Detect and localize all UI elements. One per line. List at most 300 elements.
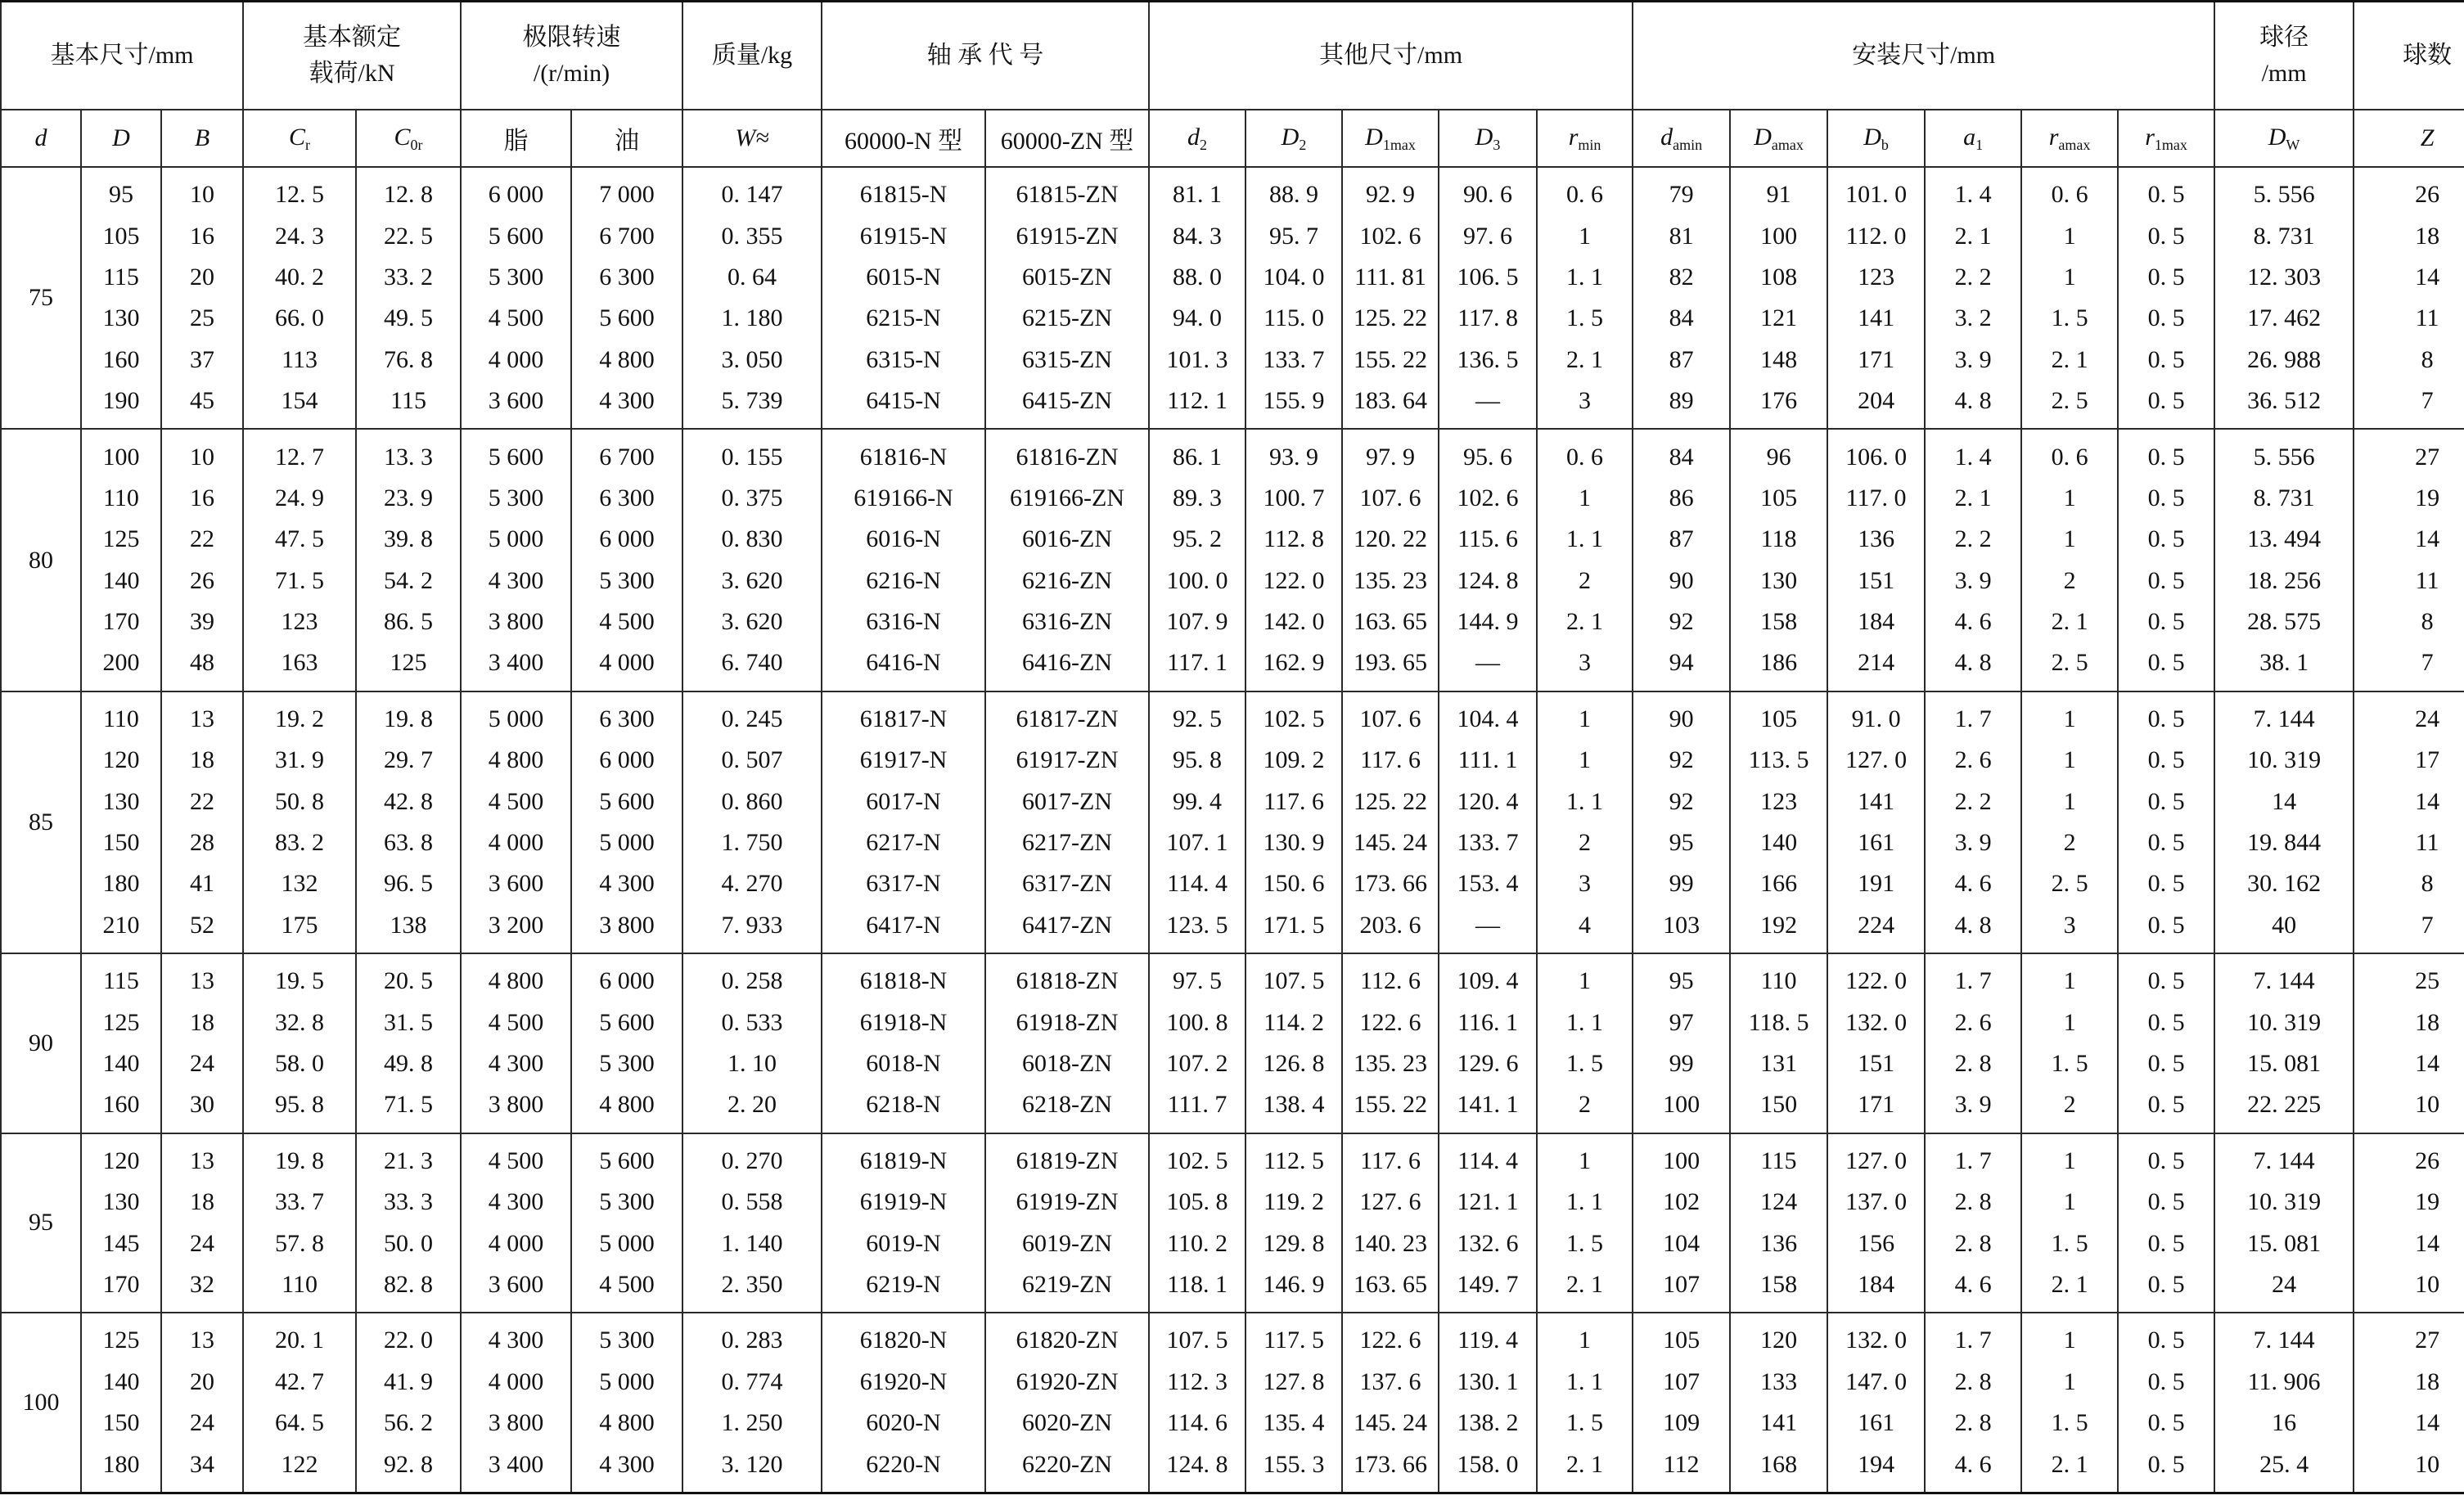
table-cell: 22. 0 xyxy=(356,1313,461,1361)
table-cell: 3 800 xyxy=(461,601,571,642)
table-cell: 110 xyxy=(81,691,161,740)
table-cell: 14 xyxy=(2354,1403,2464,1444)
table-cell: 54. 2 xyxy=(356,561,461,601)
table-cell: 1. 750 xyxy=(682,822,822,863)
table-cell: 3. 120 xyxy=(682,1444,822,1493)
table-cell: 63. 8 xyxy=(356,822,461,863)
table-cell: 1. 5 xyxy=(1537,298,1633,339)
table-cell: 110. 2 xyxy=(1149,1223,1246,1264)
table-cell: 102 xyxy=(1633,1182,1730,1223)
table-cell: 161 xyxy=(1827,822,1925,863)
table-cell: 20 xyxy=(161,1362,243,1403)
table-cell: 7. 933 xyxy=(682,905,822,953)
table-cell: 175 xyxy=(243,905,356,953)
table-cell: 173. 66 xyxy=(1342,1444,1439,1493)
table-cell: 5 600 xyxy=(461,429,571,477)
table-cell: 112. 0 xyxy=(1827,215,1925,256)
table-row xyxy=(1,863,2464,904)
table-cell: 0. 507 xyxy=(682,740,822,781)
bore-diameter-cell: 80 xyxy=(1,429,81,691)
table-cell: 1. 180 xyxy=(682,298,822,339)
table-cell: 4 000 xyxy=(461,340,571,381)
table-cell: 2. 5 xyxy=(2021,642,2118,691)
table-cell: 61816-N xyxy=(822,429,985,477)
table-cell: 0. 5 xyxy=(2118,167,2214,215)
table-cell: 5 000 xyxy=(461,691,571,740)
table-cell: 0. 5 xyxy=(2118,429,2214,477)
table-cell: 11 xyxy=(2354,822,2464,863)
table-cell: 8 xyxy=(2354,340,2464,381)
header-symbol-13: $D_3$ xyxy=(1439,110,1537,167)
table-cell: 6 700 xyxy=(571,429,682,477)
table-cell: 91 xyxy=(1730,167,1827,215)
table-cell: 122 xyxy=(243,1444,356,1493)
table-cell: 6018-N xyxy=(822,1043,985,1084)
table-cell: 24 xyxy=(161,1223,243,1264)
table-cell: 5 600 xyxy=(571,1133,682,1182)
table-cell: 86. 5 xyxy=(356,601,461,642)
table-cell: 158 xyxy=(1730,601,1827,642)
table-cell: 102. 5 xyxy=(1246,691,1342,740)
table-cell: 1. 7 xyxy=(1925,953,2021,1002)
table-cell: 27 xyxy=(2354,1313,2464,1361)
table-cell: 149. 7 xyxy=(1439,1264,1537,1313)
table-cell: 4. 6 xyxy=(1925,1264,2021,1313)
table-cell: 5 000 xyxy=(571,822,682,863)
table-cell: 25 xyxy=(2354,953,2464,1002)
table-cell: 10 xyxy=(2354,1264,2464,1313)
table-cell: 117. 8 xyxy=(1439,298,1537,339)
table-cell: 7 xyxy=(2354,642,2464,691)
table-cell: 117. 5 xyxy=(1246,1313,1342,1361)
table-cell: 1 xyxy=(1537,478,1633,519)
table-cell: 58. 0 xyxy=(243,1043,356,1084)
table-cell: 619166-N xyxy=(822,478,985,519)
table-cell: 163. 65 xyxy=(1342,601,1439,642)
table-cell: 13. 494 xyxy=(2214,519,2354,560)
table-cell: 61917-N xyxy=(822,740,985,781)
table-cell: 2. 5 xyxy=(2021,863,2118,904)
table-cell: 170 xyxy=(81,1264,161,1313)
table-cell: 107. 5 xyxy=(1149,1313,1246,1361)
table-cell: 122. 6 xyxy=(1342,1313,1439,1361)
table-cell: 111. 1 xyxy=(1439,740,1537,781)
table-cell: 7. 144 xyxy=(2214,1133,2354,1182)
table-cell: 48 xyxy=(161,642,243,691)
table-cell: 154 xyxy=(243,381,356,429)
header-symbol-22: Z xyxy=(2354,110,2464,167)
table-cell: 6019-ZN xyxy=(985,1223,1149,1264)
table-cell: 6315-ZN xyxy=(985,340,1149,381)
table-cell: 41 xyxy=(161,863,243,904)
table-cell: 3 600 xyxy=(461,381,571,429)
table-cell: 4. 8 xyxy=(1925,642,2021,691)
table-cell: 0. 5 xyxy=(2118,561,2214,601)
table-cell: 19 xyxy=(2354,1182,2464,1223)
table-cell: 1 xyxy=(2021,519,2118,560)
header-symbol-21: $D_W$ xyxy=(2214,110,2354,167)
header-symbol-11: $D_2$ xyxy=(1246,110,1342,167)
table-cell: 4 300 xyxy=(571,1444,682,1493)
table-cell: 101. 0 xyxy=(1827,167,1925,215)
table-cell: 2. 8 xyxy=(1925,1362,2021,1403)
table-cell: 28 xyxy=(161,822,243,863)
table-cell: 7. 144 xyxy=(2214,953,2354,1002)
table-cell: 93. 9 xyxy=(1246,429,1342,477)
table-cell: 1. 5 xyxy=(1537,1043,1633,1084)
table-cell: 31. 5 xyxy=(356,1002,461,1043)
table-cell: 100. 0 xyxy=(1149,561,1246,601)
table-cell: 24 xyxy=(161,1043,243,1084)
table-cell: 61818-N xyxy=(822,953,985,1002)
table-cell: 148 xyxy=(1730,340,1827,381)
table-cell: 6015-N xyxy=(822,257,985,298)
table-cell: 0. 5 xyxy=(2118,1084,2214,1133)
table-cell: 138. 2 xyxy=(1439,1403,1537,1444)
table-cell: 57. 8 xyxy=(243,1223,356,1264)
bore-diameter-cell: 90 xyxy=(1,953,81,1133)
table-cell: 4 000 xyxy=(571,642,682,691)
table-cell: 115. 0 xyxy=(1246,298,1342,339)
table-cell: 109 xyxy=(1633,1403,1730,1444)
table-cell: 145 xyxy=(81,1223,161,1264)
table-cell: 1 xyxy=(2021,257,2118,298)
table-row xyxy=(1,822,2464,863)
table-cell: 0. 6 xyxy=(2021,429,2118,477)
table-cell: 13 xyxy=(161,691,243,740)
table-cell: 23. 9 xyxy=(356,478,461,519)
table-cell: 5 300 xyxy=(461,257,571,298)
table-cell: 0. 5 xyxy=(2118,1403,2214,1444)
table-cell: 81 xyxy=(1633,215,1730,256)
table-cell: 170 xyxy=(81,601,161,642)
table-cell: 135. 23 xyxy=(1342,561,1439,601)
table-cell: 2. 2 xyxy=(1925,781,2021,822)
table-cell: 8. 731 xyxy=(2214,215,2354,256)
table-cell: 4 000 xyxy=(461,822,571,863)
table-cell: 61820-N xyxy=(822,1313,985,1361)
table-cell: 96. 5 xyxy=(356,863,461,904)
table-cell: 61819-ZN xyxy=(985,1133,1149,1182)
table-cell: 111. 81 xyxy=(1342,257,1439,298)
table-cell: 150 xyxy=(81,822,161,863)
table-cell: 94. 0 xyxy=(1149,298,1246,339)
table-cell: 0. 5 xyxy=(2118,1444,2214,1493)
table-cell: 138 xyxy=(356,905,461,953)
table-cell: 105 xyxy=(1633,1313,1730,1361)
table-cell: 133 xyxy=(1730,1362,1827,1403)
table-cell: 136. 5 xyxy=(1439,340,1537,381)
header-symbol-row xyxy=(1,110,2464,167)
table-cell: 1. 4 xyxy=(1925,429,2021,477)
table-cell: 0. 5 xyxy=(2118,1002,2214,1043)
table-row xyxy=(1,1182,2464,1223)
table-cell: 111. 7 xyxy=(1149,1084,1246,1133)
table-cell: 61817-N xyxy=(822,691,985,740)
table-cell: 33. 2 xyxy=(356,257,461,298)
table-cell: 3 800 xyxy=(571,905,682,953)
table-cell: 4 500 xyxy=(571,601,682,642)
table-cell: 14 xyxy=(2354,1043,2464,1084)
table-cell: 1 xyxy=(1537,691,1633,740)
table-cell: 6316-N xyxy=(822,601,985,642)
table-cell: 4. 6 xyxy=(1925,601,2021,642)
table-cell: 120 xyxy=(1730,1313,1827,1361)
table-cell: 24 xyxy=(161,1403,243,1444)
table-cell: 26 xyxy=(2354,167,2464,215)
table-cell: 1 xyxy=(2021,953,2118,1002)
table-cell: 97. 9 xyxy=(1342,429,1439,477)
table-cell: 224 xyxy=(1827,905,1925,953)
table-cell: 3 xyxy=(1537,863,1633,904)
table-cell: 10. 319 xyxy=(2214,1002,2354,1043)
table-cell: 151 xyxy=(1827,1043,1925,1084)
table-cell: 155. 9 xyxy=(1246,381,1342,429)
table-cell: 150 xyxy=(1730,1084,1827,1133)
table-cell: 129. 6 xyxy=(1439,1043,1537,1084)
table-cell: 61819-N xyxy=(822,1133,985,1182)
table-cell: 102. 6 xyxy=(1342,215,1439,256)
table-cell: 0. 245 xyxy=(682,691,822,740)
table-cell: 2. 1 xyxy=(1537,1264,1633,1313)
table-cell: 116. 1 xyxy=(1439,1002,1537,1043)
table-cell: 1 xyxy=(2021,740,2118,781)
table-cell: 100. 7 xyxy=(1246,478,1342,519)
table-cell: 4 800 xyxy=(461,740,571,781)
table-cell: 119. 4 xyxy=(1439,1313,1537,1361)
header-symbol-4: $C_{0r}$ xyxy=(356,110,461,167)
table-cell: 163. 65 xyxy=(1342,1264,1439,1313)
table-cell: 6316-ZN xyxy=(985,601,1149,642)
table-cell: 4 500 xyxy=(461,298,571,339)
table-cell: 3 600 xyxy=(461,1264,571,1313)
table-cell: 115 xyxy=(356,381,461,429)
table-cell: 110 xyxy=(81,478,161,519)
table-cell: 155. 22 xyxy=(1342,340,1439,381)
table-cell: 6217-N xyxy=(822,822,985,863)
table-cell: 61920-N xyxy=(822,1362,985,1403)
table-cell: 61915-N xyxy=(822,215,985,256)
table-cell: 4 300 xyxy=(461,1182,571,1223)
table-cell: 26 xyxy=(161,561,243,601)
header-symbol-6: 油 xyxy=(571,110,682,167)
table-cell: 192 xyxy=(1730,905,1827,953)
table-cell: 113 xyxy=(243,340,356,381)
table-cell: 107. 2 xyxy=(1149,1043,1246,1084)
table-cell: 6 000 xyxy=(571,519,682,560)
header-symbol-0: d xyxy=(1,110,81,167)
table-cell: 0. 155 xyxy=(682,429,822,477)
table-cell: 11 xyxy=(2354,561,2464,601)
table-cell: 1. 5 xyxy=(2021,1223,2118,1264)
table-cell: 105 xyxy=(81,215,161,256)
table-cell: 21. 3 xyxy=(356,1133,461,1182)
table-cell: 140 xyxy=(1730,822,1827,863)
table-cell: 39. 8 xyxy=(356,519,461,560)
table-cell: 95. 8 xyxy=(1149,740,1246,781)
table-cell: 0. 6 xyxy=(1537,429,1633,477)
table-cell: 61817-ZN xyxy=(985,691,1149,740)
table-cell: 4 300 xyxy=(571,863,682,904)
table-cell: 117. 6 xyxy=(1342,1133,1439,1182)
table-cell: 18 xyxy=(161,1182,243,1223)
table-cell: 13 xyxy=(161,1133,243,1182)
table-cell: 0. 5 xyxy=(2118,822,2214,863)
table-cell: 137. 0 xyxy=(1827,1182,1925,1223)
table-cell: 56. 2 xyxy=(356,1403,461,1444)
table-row xyxy=(1,519,2464,560)
table-cell: 117. 0 xyxy=(1827,478,1925,519)
table-cell: 90 xyxy=(1633,691,1730,740)
table-cell: 4 300 xyxy=(571,381,682,429)
table-cell: 0. 5 xyxy=(2118,740,2214,781)
table-cell: 110 xyxy=(243,1264,356,1313)
table-cell: 127. 0 xyxy=(1827,1133,1925,1182)
bore-diameter-cell: 100 xyxy=(1,1313,81,1493)
table-row xyxy=(1,1362,2464,1403)
table-cell: 10 xyxy=(2354,1444,2464,1493)
table-cell: 4 000 xyxy=(461,1223,571,1264)
table-row xyxy=(1,642,2464,691)
table-cell: 6 300 xyxy=(571,691,682,740)
table-cell: 95. 2 xyxy=(1149,519,1246,560)
table-cell: 140 xyxy=(81,561,161,601)
table-cell: 138. 4 xyxy=(1246,1084,1342,1133)
table-row xyxy=(1,381,2464,429)
header-symbol-17: $D_b$ xyxy=(1827,110,1925,167)
table-cell: 171 xyxy=(1827,1084,1925,1133)
table-cell: 125. 22 xyxy=(1342,781,1439,822)
table-cell: 105. 8 xyxy=(1149,1182,1246,1223)
table-cell: 3. 2 xyxy=(1925,298,2021,339)
table-cell: 2. 1 xyxy=(2021,1264,2118,1313)
table-cell: 106. 5 xyxy=(1439,257,1537,298)
table-cell: 124 xyxy=(1730,1182,1827,1223)
table-cell: 6218-N xyxy=(822,1084,985,1133)
table-cell: 6017-ZN xyxy=(985,781,1149,822)
table-row xyxy=(1,1043,2464,1084)
table-cell: 1 xyxy=(2021,691,2118,740)
table-cell: 22. 225 xyxy=(2214,1084,2354,1133)
table-cell: 10. 319 xyxy=(2214,1182,2354,1223)
table-cell: 160 xyxy=(81,340,161,381)
table-cell: 6218-ZN xyxy=(985,1084,1149,1133)
table-cell: 3 400 xyxy=(461,642,571,691)
table-cell: 125 xyxy=(356,642,461,691)
header-group-row xyxy=(1,2,2464,110)
table-cell: 150 xyxy=(81,1403,161,1444)
table-cell: 102. 6 xyxy=(1439,478,1537,519)
table-cell: 19. 5 xyxy=(243,953,356,1002)
table-cell: 7. 144 xyxy=(2214,1313,2354,1361)
table-cell: 32. 8 xyxy=(243,1002,356,1043)
table-cell: 127. 6 xyxy=(1342,1182,1439,1223)
table-cell: 91. 0 xyxy=(1827,691,1925,740)
table-cell: 5 000 xyxy=(571,1362,682,1403)
table-cell: 104. 4 xyxy=(1439,691,1537,740)
header-symbol-18: $a_1$ xyxy=(1925,110,2021,167)
table-cell: 11 xyxy=(2354,298,2464,339)
table-cell: 117. 6 xyxy=(1342,740,1439,781)
table-cell: 2. 2 xyxy=(1925,519,2021,560)
table-cell: 49. 5 xyxy=(356,298,461,339)
table-cell: 4 800 xyxy=(571,1403,682,1444)
table-cell: 41. 9 xyxy=(356,1362,461,1403)
table-cell: 156 xyxy=(1827,1223,1925,1264)
table-cell: 183. 64 xyxy=(1342,381,1439,429)
table-cell: 3. 9 xyxy=(1925,340,2021,381)
table-row xyxy=(1,257,2464,298)
table-cell: 3 200 xyxy=(461,905,571,953)
table-cell: 133. 7 xyxy=(1246,340,1342,381)
table-cell: 0. 5 xyxy=(2118,340,2214,381)
table-cell: 19 xyxy=(2354,478,2464,519)
table-cell: 13 xyxy=(161,953,243,1002)
header-symbol-19: $r_{amax}$ xyxy=(2021,110,2118,167)
table-cell: 2. 5 xyxy=(2021,381,2118,429)
table-cell: 180 xyxy=(81,1444,161,1493)
table-cell: 6219-ZN xyxy=(985,1264,1149,1313)
table-cell: 141 xyxy=(1730,1403,1827,1444)
table-cell: 114. 2 xyxy=(1246,1002,1342,1043)
table-cell: 171. 5 xyxy=(1246,905,1342,953)
table-cell: 3. 050 xyxy=(682,340,822,381)
table-cell: 4 500 xyxy=(461,1133,571,1182)
table-cell: 4 000 xyxy=(461,1362,571,1403)
table-cell: 2. 1 xyxy=(2021,1444,2118,1493)
table-cell: 3. 9 xyxy=(1925,822,2021,863)
table-row xyxy=(1,1444,2464,1493)
table-cell: 20. 5 xyxy=(356,953,461,1002)
table-cell: 1 xyxy=(1537,740,1633,781)
table-cell: 5 600 xyxy=(461,215,571,256)
table-cell: 4. 270 xyxy=(682,863,822,904)
table-cell: 2. 1 xyxy=(2021,601,2118,642)
table-cell: 121. 1 xyxy=(1439,1182,1537,1223)
table-cell: 61915-ZN xyxy=(985,215,1149,256)
table-cell: 0. 5 xyxy=(2118,1043,2214,1084)
table-cell: 33. 7 xyxy=(243,1182,356,1223)
table-cell: 130 xyxy=(81,298,161,339)
table-cell: 130. 9 xyxy=(1246,822,1342,863)
table-cell: 89. 3 xyxy=(1149,478,1246,519)
table-cell: 22 xyxy=(161,781,243,822)
table-row xyxy=(1,740,2464,781)
table-cell: 61918-ZN xyxy=(985,1002,1149,1043)
table-cell: 61820-ZN xyxy=(985,1313,1149,1361)
table-cell: 22 xyxy=(161,519,243,560)
table-cell: 47. 5 xyxy=(243,519,356,560)
table-cell: 5 000 xyxy=(461,519,571,560)
table-cell: 151 xyxy=(1827,561,1925,601)
table-cell: 45 xyxy=(161,381,243,429)
table-row xyxy=(1,1313,2464,1361)
table-cell: 96 xyxy=(1730,429,1827,477)
table-cell: 14 xyxy=(2354,257,2464,298)
table-cell: 61917-ZN xyxy=(985,740,1149,781)
table-cell: 16 xyxy=(161,478,243,519)
table-cell: 0. 5 xyxy=(2118,691,2214,740)
table-cell: 6 000 xyxy=(571,740,682,781)
table-cell: 125. 22 xyxy=(1342,298,1439,339)
header-symbol-2: B xyxy=(161,110,243,167)
table-cell: 6 700 xyxy=(571,215,682,256)
table-cell: 2 xyxy=(2021,561,2118,601)
table-cell: 1 xyxy=(2021,1313,2118,1361)
table-cell: 123 xyxy=(1730,781,1827,822)
table-cell: 119. 2 xyxy=(1246,1182,1342,1223)
table-cell: 158. 0 xyxy=(1439,1444,1537,1493)
